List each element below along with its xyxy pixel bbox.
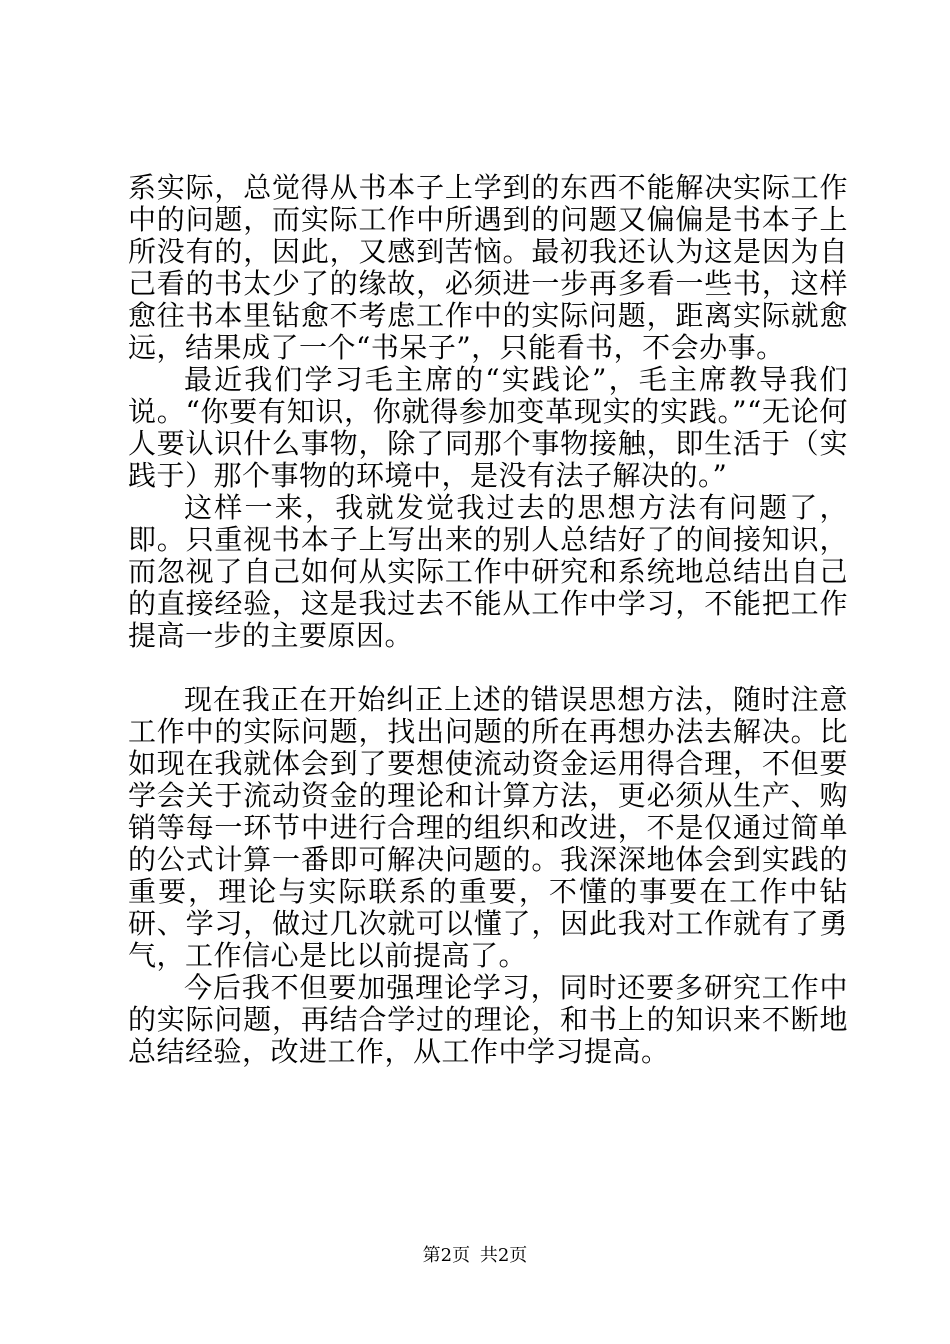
paragraph-correction: 现在我正在开始纠正上述的错误思想方法，随时注意工作中的实际问题，找出问题的所在再想办法去解决。比如现在我就体会到了要想使流动资金运用得合理，不但要学会关于流动资金的理论和计算方法，更必须从生产、购销等每一环节中进行合理的组织和改进，不是仅通过简单的公式计算一番即可解决问题的。我深深地体会到实践的重要，理论与实际联系的重要，不懂的事要在工作中钻研、学习，做过几次就可以懂了，因此我对工作就有了勇气，工作信心是比以前提高了。 (128, 683, 848, 972)
document-body (128, 172, 848, 1068)
paragraph-future-plan: 今后我不但要加强理论学习，同时还要多研究工作中的实际问题，再结合学过的理论，和书上的知识来不断地总结经验，改进工作，从工作中学习提高。 (128, 971, 848, 1068)
page-number: 第2页 (422, 1245, 471, 1266)
page-total: 共2页 (479, 1245, 528, 1266)
page-footer (0, 1244, 950, 1268)
paragraph-realization: 这样一来，我就发觉我过去的思想方法有问题了，即。只重视书本子上写出来的别人总结好了的间接知识，而忽视了自己如何从实际工作中研究和系统地总结出自己的直接经验，这是我过去不能从工作中学习，不能把工作提高一步的主要原因。 (128, 491, 848, 652)
paragraph-continued: 系实际，总觉得从书本子上学到的东西不能解决实际工作中的问题，而实际工作中所遇到的问题又偏偏是书本子上所没有的，因此，又感到苦恼。最初我还认为这是因为自己看的书太少了的缘故，必须进一步再多看一些书，这样愈往书本里钻愈不考虑工作中的实际问题，距离实际就愈远，结果成了一个“书呆子”，只能看书，不会办事。 (128, 171, 848, 364)
paragraph-gap (128, 652, 848, 684)
paragraph-practice-theory: 最近我们学习毛主席的“实践论”，毛主席教导我们说。“你要有知识，你就得参加变革现实的实践。”“无论何人要认识什么事物，除了同那个事物接触，即生活于（实践于）那个事物的环境中，是没有法子解决的。” (128, 363, 848, 492)
